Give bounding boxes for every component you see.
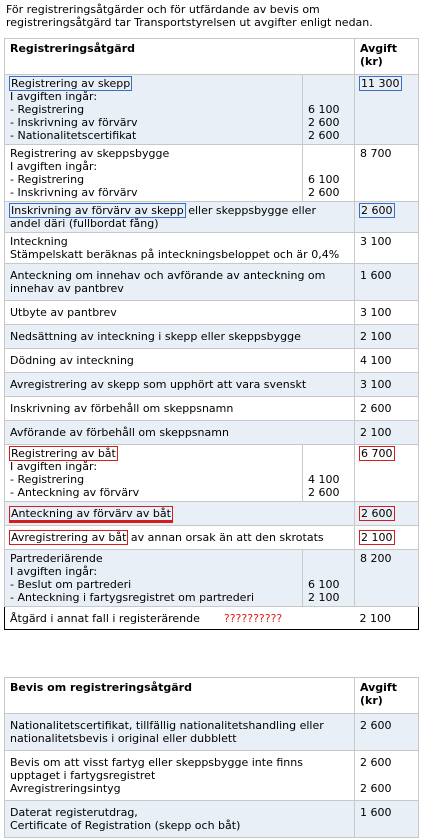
row-fee: 3 100 <box>355 301 419 325</box>
row-fee: 2 100 <box>355 607 419 630</box>
table-row <box>5 421 419 445</box>
row-title: Partrederiärende <box>10 552 103 565</box>
row-title-rest: av annan orsak än att den skrotats <box>127 531 324 544</box>
row-title: Åtgärd i annat fall i registerärende <box>10 612 200 625</box>
row-title: Inteckning <box>10 235 68 248</box>
row-description: Avregistrering av skepp som upphört att vara svenskt <box>5 373 355 397</box>
row-description <box>5 502 355 526</box>
item-label: - Anteckning av förvärv <box>10 486 140 499</box>
row-fee <box>355 526 419 550</box>
item-amount: 2 600 <box>308 116 340 129</box>
boxed-title: Avregistrering av båt <box>11 531 127 544</box>
table-row <box>5 233 419 264</box>
table-row <box>5 607 419 630</box>
item-label: - Registrering <box>10 173 85 186</box>
boxed-title: Registrering av skepp <box>11 77 131 90</box>
row-title-2: Avregistreringsintyg <box>10 782 121 795</box>
table-row <box>5 202 419 233</box>
boxed-fee: 2 600 <box>361 507 393 520</box>
includes-label: I avgiften ingår: <box>10 90 98 103</box>
row-description <box>5 202 355 233</box>
table-row <box>5 75 419 145</box>
table-row <box>5 714 419 751</box>
item-amount: 6 100 <box>308 173 340 186</box>
row-fee: 3 100 <box>355 233 419 264</box>
item-amount: 2 100 <box>308 591 340 604</box>
row-description <box>5 550 303 607</box>
row-description <box>5 445 303 502</box>
table-row <box>5 801 419 838</box>
table-row <box>5 502 419 526</box>
item-amount: 2 600 <box>308 186 340 199</box>
item-amount: 4 100 <box>308 473 340 486</box>
boxed-title: Anteckning av förvärv av båt <box>11 507 171 520</box>
row-description <box>5 75 303 145</box>
row-description: Nedsättning av inteckning i skepp eller skeppsbygge <box>5 325 355 349</box>
item-label: - Anteckning i fartygsregistret om partrederi <box>10 591 255 604</box>
row-title: Daterat registerutdrag, <box>10 806 138 819</box>
row-fee <box>355 445 419 502</box>
header-action: Bevis om registreringsåtgärd <box>5 678 355 714</box>
item-amount: 2 600 <box>308 486 340 499</box>
row-description: Dödning av inteckning <box>5 349 355 373</box>
row-description <box>5 233 355 264</box>
row-sub-amounts <box>303 145 355 202</box>
row-fee <box>355 202 419 233</box>
boxed-title: Registrering av båt <box>11 447 116 460</box>
table-row <box>5 264 419 301</box>
boxed-fee: 2 100 <box>361 531 393 544</box>
table-row <box>5 373 419 397</box>
table-row <box>5 145 419 202</box>
certificate-fees-table <box>4 677 419 838</box>
intro-text: För registreringsåtgärder och för utfärdande av bevis om registreringsåtgärd tar Transportstyrelsen ut avgifter enligt nedan. <box>6 3 373 29</box>
includes-label: I avgiften ingår: <box>10 565 98 578</box>
row-fee: 2 600 <box>355 397 419 421</box>
row-title: Registrering av skeppsbygge <box>10 147 170 160</box>
item-label: - Inskrivning av förvärv <box>10 186 138 199</box>
row-description: Avförande av förbehåll om skeppsnamn <box>5 421 355 445</box>
table-header <box>5 678 419 714</box>
question-marks-note: ?????????? <box>223 612 283 625</box>
row-sub-amounts <box>303 550 355 607</box>
row-fee <box>355 502 419 526</box>
header-action: Registreringsåtgärd <box>5 39 355 75</box>
table-row <box>5 445 419 502</box>
table-row <box>5 526 419 550</box>
boxed-fee: 2 600 <box>361 204 393 217</box>
row-fee <box>355 75 419 145</box>
table-row <box>5 349 419 373</box>
row-fee <box>355 751 419 801</box>
item-amount: 6 100 <box>308 578 340 591</box>
row-description: Utbyte av pantbrev <box>5 301 355 325</box>
row-fee: 1 600 <box>355 801 419 838</box>
row-title-rest: eller skeppsbygge eller andel däri (fullbordat fång) <box>10 204 316 230</box>
row-description <box>5 526 355 550</box>
row-fee: 2 100 <box>355 325 419 349</box>
boxed-fee: 6 700 <box>361 447 393 460</box>
row-fee: 4 100 <box>355 349 419 373</box>
registration-fees-table <box>4 38 419 630</box>
header-fee: Avgift (kr) <box>355 39 419 75</box>
header-fee: Avgift (kr) <box>355 678 419 714</box>
table-row <box>5 301 419 325</box>
item-label: - Registrering <box>10 103 85 116</box>
includes-label: I avgiften ingår: <box>10 460 98 473</box>
item-amount: 6 100 <box>308 103 340 116</box>
item-label: - Nationalitetscertifikat <box>10 129 137 142</box>
table-row <box>5 397 419 421</box>
row-subtext: Stämpelskatt beräknas på inteckningsbeloppet och är 0,4% <box>10 248 340 261</box>
row-sub-amounts <box>303 445 355 502</box>
item-label: - Registrering <box>10 473 85 486</box>
row-fee: 3 100 <box>355 373 419 397</box>
row-description: Nationalitetscertifikat, tillfällig nationalitetshandling eller nationalitetsbevis i original eller dubblett <box>5 714 355 751</box>
item-amount: 2 600 <box>308 129 340 142</box>
fee: 2 600 <box>360 756 392 769</box>
table-row <box>5 325 419 349</box>
row-description <box>5 751 355 801</box>
item-label: - Beslut om partrederi <box>10 578 132 591</box>
boxed-title: Inskrivning av förvärv av skepp <box>11 204 184 217</box>
table-header <box>5 39 419 75</box>
row-description <box>5 145 303 202</box>
boxed-fee: 11 300 <box>361 77 400 90</box>
row-fee: 8 700 <box>355 145 419 202</box>
row-description: Inskrivning av förbehåll om skeppsnamn <box>5 397 355 421</box>
row-title-2: Certificate of Registration (skepp och båt) <box>10 819 241 832</box>
row-fee: 2 100 <box>355 421 419 445</box>
item-label: - Inskrivning av förvärv <box>10 116 138 129</box>
row-description <box>5 607 355 630</box>
table-row <box>5 751 419 801</box>
row-fee: 2 600 <box>355 714 419 751</box>
row-description: Anteckning om innehav och avförande av anteckning om innehav av pantbrev <box>5 264 355 301</box>
fee-2: 2 600 <box>360 782 392 795</box>
table-row <box>5 550 419 607</box>
includes-label: I avgiften ingår: <box>10 160 98 173</box>
row-fee: 8 200 <box>355 550 419 607</box>
row-title: Bevis om att visst fartyg eller skeppsbygge inte finns upptaget i fartygsregistret <box>10 756 303 782</box>
row-description <box>5 801 355 838</box>
row-sub-amounts <box>303 75 355 145</box>
row-fee: 1 600 <box>355 264 419 301</box>
